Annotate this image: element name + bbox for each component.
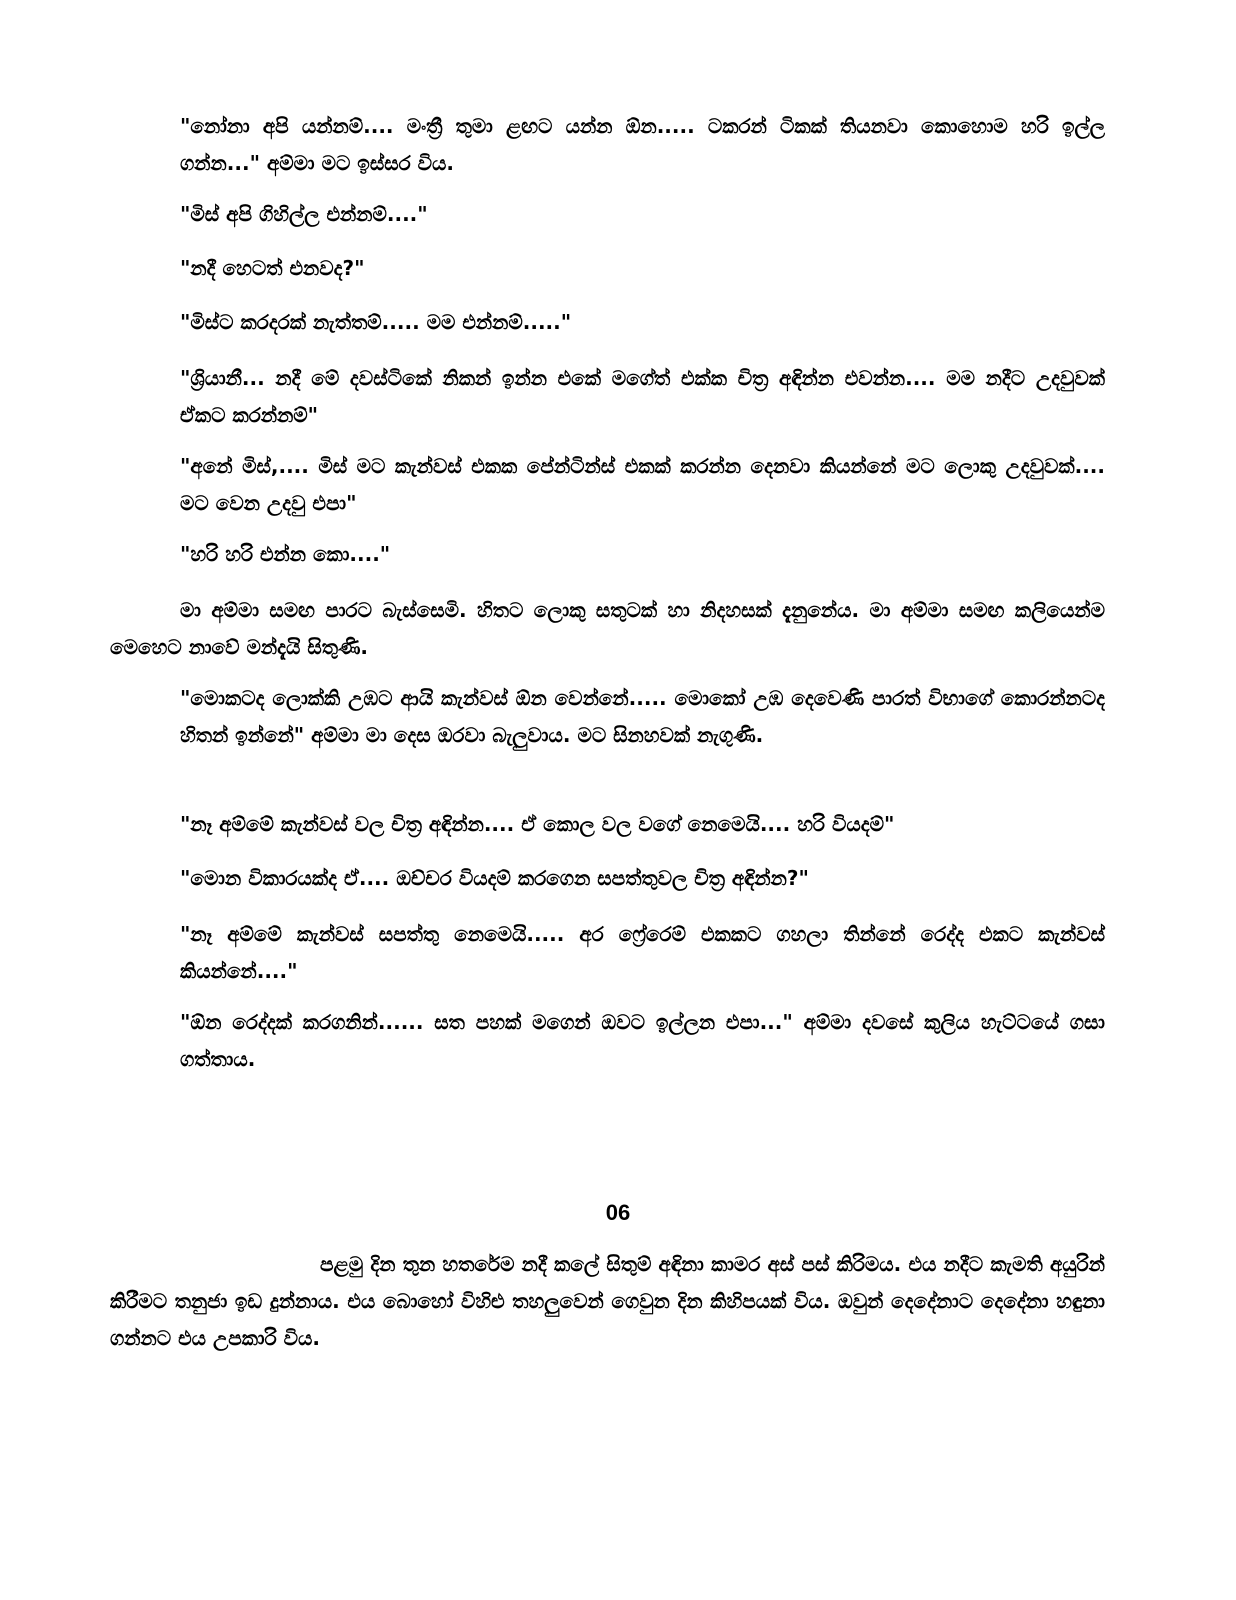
chapter-number: 06 bbox=[605, 1200, 631, 1225]
paragraph-11: "මොන විකාරයක්ද ඒ.... ඔච්චර වියදම් කරගෙන සපත්තුවල චිත්‍ර අඳින්න?" bbox=[180, 866, 809, 890]
paragraph-2: "මිස් අපි ගිහිල්ල එන්නම්...." bbox=[180, 202, 428, 226]
paragraph-8: මා අම්මා සමඟ පාරට බැස්සෙමි. හිතට ලොකු සතුටක් හා නිදහසක් දැනුනේය. මා අම්මා සමඟ කලියෙන්ම මෙහෙට නාවේ මන්දැයි සිතුණි. bbox=[110, 598, 1105, 659]
paragraph-5: "ශ්‍රියානී... නදී මේ දවස්ටිකේ නිකන් ඉන්න එකේ මගේත් එක්ක චිත්‍ර අඳින්න එවන්න.... මම නදීට උදවුවක් ඒකට කරන්නම්" bbox=[180, 366, 1105, 427]
paragraph-12: "නෑ අම්මේ කැන්වස් සපත්තු නෙමෙයි..... අර ෆ්‍රේරෙම් එකකට ගහලා තින්නේ රෙද්ද එකට කැන්වස් කියන්නේ...." bbox=[180, 922, 1105, 983]
paragraph-13: "ඕන රෙද්දක් කරගනින්...... සත පහක් මගෙන් ඔවට ඉල්ලන එපා..." අම්මා දවසේ කුලිය හැට්ටයේ ගසා ගත්තාය. bbox=[180, 1010, 1105, 1071]
paragraph-9: "මොකටද ලොක්කි උඹට ආයි කැන්වස් ඕන වෙන්නේ..... මොකෝ උඹ දෙවෙණි පාරත් විභාගේ කොරන්නටද හිතන් ඉන්නේ" අම්මා මා දෙස ඔරවා බැලුවාය. මට සිනහවක් නැගුණි. bbox=[180, 686, 1105, 747]
paragraph-4: "මිස්ට කරදරක් නැත්තම්..... මම එන්නම්....." bbox=[180, 310, 572, 334]
chapter-paragraph: පළමු දින තුන හතරේම නදී කලේ සිතුම් අඳිනා කාමර අස් පස් කිරිමය. එය නදීට කැමති අයුරින් කිරීමට තනුජා ඉඩ දුන්නාය. එය බොහෝ විහිළු තහලුවෙන් ගෙවුන දින කිහිපයක් විය. ඔවුන් දෙදේනාට දෙදේනා හඳුනා ගන්නට එය උපකාරි විය. bbox=[110, 1252, 1105, 1350]
paragraph-6: "අනේ මිස්,.... මිස් මට කැන්වස් එකක පේන්ටින්ස් එකක් කරන්න දෙනවා කියන්නේ මට ලොකු උදවුවක්.... මට වෙන උදවු එපා" bbox=[180, 454, 1105, 515]
paragraph-1: "නෝනා අපි යන්නම්.... මංත්‍රී තුමා ළඟට යන්න ඕන..... ටකරන් ටිකක් තියනවා කොහොම හරි ඉල්ල ගන්න..." අම්මා මට ඉස්සර විය. bbox=[180, 114, 1105, 175]
paragraph-3: "නදී හෙටත් එනවද?" bbox=[180, 256, 365, 280]
paragraph-10: "නෑ අම්මේ කැන්වස් වල චිත්‍ර අඳින්න.... ඒ කොල වල වගේ නෙමෙයි.... හරි වියදම්" bbox=[180, 812, 895, 836]
paragraph-7: "හරි හරි එන්න කො...." bbox=[180, 542, 391, 566]
